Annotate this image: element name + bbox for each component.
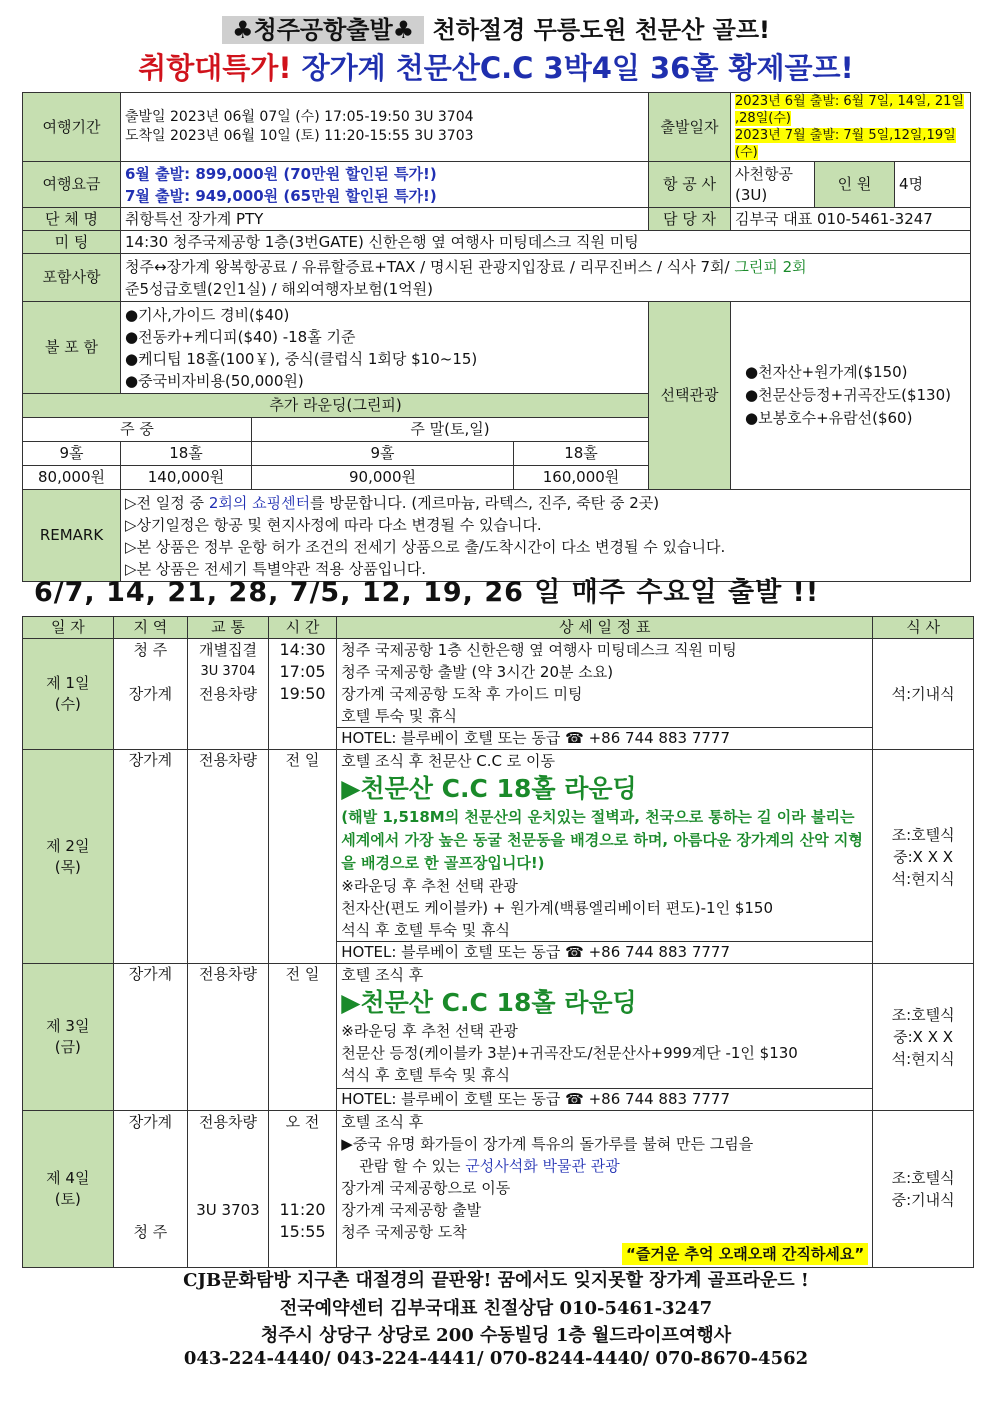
excluded-label: 불 포 함 (23, 302, 121, 394)
detail-line: 호텔 투숙 및 휴식 (341, 707, 458, 725)
round-headline: ▶천문산 C.C 18홀 라운딩 (341, 988, 637, 1017)
header-origin: ♣청주공항출발♣ (222, 16, 424, 44)
meeting-label: 미 팅 (23, 231, 121, 254)
region: 장가계 (128, 1113, 173, 1131)
hotel-line: HOTEL: 블루베이 호텔 또는 동급 ☎ +86 744 883 7777 (337, 728, 873, 750)
included-label: 포함사항 (23, 254, 121, 302)
header-product: 장가계 천문산C.C 3박4일 36홀 황제골프! (301, 51, 854, 85)
col-header-time: 시 간 (268, 617, 337, 639)
time: 오 전 (285, 1113, 320, 1131)
region: 장가계 (128, 685, 173, 703)
option-label: 선택관광 (649, 302, 731, 490)
day-of-week: (금) (54, 1038, 81, 1056)
col-header-transport: 교 통 (188, 617, 269, 639)
remark-line: ▷본 상품은 정부 운항 허가 조건의 전세기 상품으로 출/도착시간이 다소 변경될 수 있습니다. (125, 537, 726, 556)
remark-shopping: 2회의 쇼핑센터 (208, 493, 311, 512)
detail-line: 청주 국제공항 도착 (341, 1223, 467, 1241)
region: 청 주 (133, 1223, 168, 1241)
holes-cell: 9홀 (23, 442, 121, 466)
meal: 조:호텔식 (891, 1006, 955, 1024)
included-line2: 준5성급호텔(2인1실) / 해외여행자보험(1억원) (125, 279, 434, 298)
manager-value: 김부국 대표 010-5461-3247 (731, 208, 971, 231)
hotel-line: HOTEL: 블루베이 호텔 또는 동급 ☎ +86 744 883 7777 (337, 942, 873, 964)
col-header-region: 지 역 (113, 617, 188, 639)
period-depart: 출발일 2023년 06월 07일 (수) 17:05-19:50 3U 3704 (125, 109, 474, 125)
col-header-detail: 상 세 일 정 표 (337, 617, 873, 639)
meal: 석:현지식 (891, 1050, 955, 1068)
day-of-week: (목) (54, 857, 81, 876)
detail-line: 호텔 조식 후 (341, 1113, 424, 1131)
price-cell: 80,000원 (23, 466, 121, 490)
people-label: 인 원 (815, 162, 895, 208)
time: 11:20 (279, 1200, 326, 1219)
fee-june: 6월 출발: 899,000원 (70만원 할인된 특가!) (125, 164, 437, 183)
holes-cell: 18홀 (121, 442, 252, 466)
depdate-july: 2023년 7월 출발: 7월 5일,12일,19일(수) (735, 128, 956, 160)
region: 장가계 (113, 750, 188, 964)
transport: 전용차량 (188, 750, 269, 964)
transport: 전용차량 (188, 964, 269, 1111)
airline-value: 사천항공(3U) (731, 162, 815, 208)
region: 청 주 (133, 641, 168, 659)
detail-line: 천자산(편도 케이블카) + 원가계(백룡엘리베이터 편도)-1인 $150 (341, 899, 774, 917)
meal: 석:현지식 (891, 869, 955, 888)
meal: 중:기내식 (891, 1191, 955, 1209)
day2-label (23, 750, 114, 964)
detail-line: 호텔 조식 후 (341, 966, 424, 984)
time: 15:55 (279, 1222, 326, 1241)
holes-cell: 9홀 (252, 442, 514, 466)
group-label: 단 체 명 (23, 208, 121, 231)
manager-label: 담 당 자 (649, 208, 731, 231)
col-header-meals: 식 사 (873, 617, 974, 639)
day3-label (23, 964, 114, 1111)
header-slogan: 천하절경 무릉도원 천문산 골프! (432, 16, 770, 44)
detail-line: ※라운딩 후 추천 선택 관광 (341, 877, 518, 895)
time: 14:30 (279, 640, 326, 659)
header-line1 (0, 10, 992, 45)
detail-line: 관람 할 수 있는 (359, 1157, 466, 1175)
meal: 조:호텔식 (891, 825, 955, 844)
col-header-day: 일 자 (23, 617, 114, 639)
transport: 전용차량 (199, 685, 257, 703)
meeting-value: 14:30 청주국제공항 1층(3번GATE) 신한은행 옆 여행사 미팅데스크 직원 미팅 (121, 231, 971, 254)
day-number: 제 2일 (46, 836, 90, 855)
day1-label (23, 639, 114, 750)
excluded-item: ●중국비자비용(50,000원) (125, 372, 304, 390)
period-label: 여행기간 (23, 93, 121, 162)
header-special: 취항대특가! (138, 51, 292, 85)
header-title (0, 46, 992, 87)
extra-round-title: 추가 라운딩(그린피) (23, 394, 649, 418)
airline-label: 항 공 사 (649, 162, 731, 208)
price-cell: 140,000원 (121, 466, 252, 490)
group-value: 취항특선 장가계 PTY (121, 208, 649, 231)
detail-line: 청주 국제공항 1층 신한은행 옆 여행사 미팅데스크 직원 미팅 (341, 641, 737, 659)
fee-july: 7월 출발: 949,000원 (65만원 할인된 특가!) (125, 186, 437, 205)
footer-contact: 전국예약센터 김부국대표 친절상담 010-5461-3247 (279, 1298, 713, 1319)
remark-line: ▷상기일정은 항공 및 현지사정에 따라 다소 변경될 수 있습니다. (125, 515, 542, 534)
remark-line: 를 방문합니다. (게르마늄, 라텍스, 진주, 죽탄 중 2곳) (310, 493, 660, 512)
period-arrive: 도착일 2023년 06월 10일 (토) 11:20-15:55 3U 3703 (125, 128, 474, 144)
depdate-label: 출발일자 (649, 93, 731, 162)
transport: 3U 3704 (200, 664, 256, 679)
detail-line: 천문산 등정(케이블카 3분)+귀곡잔도/천문산사+999계단 -1인 $130 (341, 1044, 798, 1062)
detail-line: 석식 후 호텔 투숙 및 휴식 (341, 1066, 511, 1084)
excluded-item: ●전동카+케디피($40) -18홀 기준 (125, 328, 356, 346)
footer-phones: 043-224-4440/ 043-224-4441/ 070-8244-4440/ 070-8670-4562 (183, 1348, 809, 1369)
weekday-label: 주 중 (23, 418, 252, 442)
included-line1: 청주↔장가계 왕복항공료 / 유류할증료+TAX / 명시된 관광지입장료 / 리무진버스 / 식사 7회/ (125, 257, 735, 276)
day4-label (23, 1111, 114, 1268)
detail-line: 장가계 국제공항으로 이동 (341, 1179, 511, 1197)
option-item: ●보봉호수+유람선($60) (745, 409, 913, 427)
excluded-item: ●기사,가이드 경비($40) (125, 306, 290, 324)
remark-label: REMARK (23, 490, 121, 582)
meals: 석:기내식 (873, 639, 974, 750)
meal: 중:X X X (893, 847, 954, 866)
schedule-table (22, 616, 974, 1268)
time: 전 일 (268, 964, 337, 1111)
footer-slogan: CJB문화탐방 지구촌 대절경의 끝판왕! 꿈에서도 잊지못할 장가계 골프라운드 ! (183, 1270, 809, 1291)
time: 19:50 (279, 684, 326, 703)
price-cell: 160,000원 (514, 466, 649, 490)
departure-banner: 6/7, 14, 21, 28, 7/5, 12, 19, 26 일 매주 수요일 출발 !! (34, 577, 820, 608)
excluded-item: ●케디팁 18홀(100￥), 중식(클럽식 1회당 $10~15) (125, 350, 478, 368)
detail-line: 청주 국제공항 출발 (약 3시간 20분 소요) (341, 663, 614, 681)
detail-line: ▶중국 유명 화가들이 장가계 특유의 돌가루를 불혀 만든 그림을 (341, 1135, 754, 1153)
detail-line: 장가계 국제공항 도착 후 가이드 미팅 (341, 685, 583, 703)
museum-highlight: 군성사석화 박물관 관광 (465, 1157, 620, 1175)
meal: 중:X X X (893, 1028, 954, 1046)
detail-line: 호텔 조식 후 천문산 C.C 로 이동 (341, 752, 555, 770)
hotel-line: HOTEL: 블루베이 호텔 또는 동급 ☎ +86 744 883 7777 (337, 1089, 873, 1111)
price-cell: 90,000원 (252, 466, 514, 490)
day-number: 제 3일 (46, 1017, 90, 1035)
included-greenfee: 그린피 2회 (734, 257, 807, 276)
detail-line: ※라운딩 후 추천 선택 관광 (341, 1022, 518, 1040)
depdate-june: 2023년 6월 출발: 6월 7일, 14일, 21일 ,28일(수) (735, 94, 964, 126)
remark-line: ▷전 일정 중 (125, 493, 209, 512)
meal: 조:호텔식 (891, 1169, 955, 1187)
fee-label: 여행요금 (23, 162, 121, 208)
day-of-week: (토) (54, 1190, 81, 1208)
people-value: 4명 (895, 162, 971, 208)
holes-cell: 18홀 (514, 442, 649, 466)
round-headline: ▶천문산 C.C 18홀 라운딩 (341, 774, 637, 803)
weekend-label: 주 말(토,일) (252, 418, 649, 442)
time: 전 일 (268, 750, 337, 964)
option-item: ●천자산+원가계($150) (745, 363, 908, 381)
option-item: ●천문산등정+귀곡잔도($130) (745, 386, 951, 404)
day-number: 제 1일 (46, 674, 90, 692)
region: 장가계 (113, 964, 188, 1111)
closing-quote: “즐거운 추억 오래오래 간직하세요” (622, 1243, 868, 1265)
detail-line: 장가계 국제공항 출발 (341, 1201, 482, 1219)
info-table (22, 92, 971, 582)
footer-address: 청주시 상당구 상당로 200 수동빌딩 1층 월드라이프여행사 (260, 1325, 732, 1346)
transport: 3U 3703 (196, 1201, 260, 1219)
time: 17:05 (279, 662, 326, 681)
day-number: 제 4일 (46, 1169, 90, 1187)
transport: 전용차량 (199, 1113, 257, 1131)
day-of-week: (수) (54, 695, 81, 713)
transport: 개별집결 (199, 641, 257, 659)
remark-line: ▷본 상품은 전세기 특별약관 적용 상품입니다. (125, 559, 426, 578)
detail-line: 석식 후 호텔 투숙 및 휴식 (341, 921, 511, 939)
course-description: (해발 1,518M의 천문산의 운치있는 절벽과, 천국으로 통하는 길 이라 불리는 세계에서 가장 높은 동굴 천문동을 배경으로 하며, 아름다운 장가계의 산악 지형을 배경으로 한 골프장입니다!) (341, 808, 863, 872)
